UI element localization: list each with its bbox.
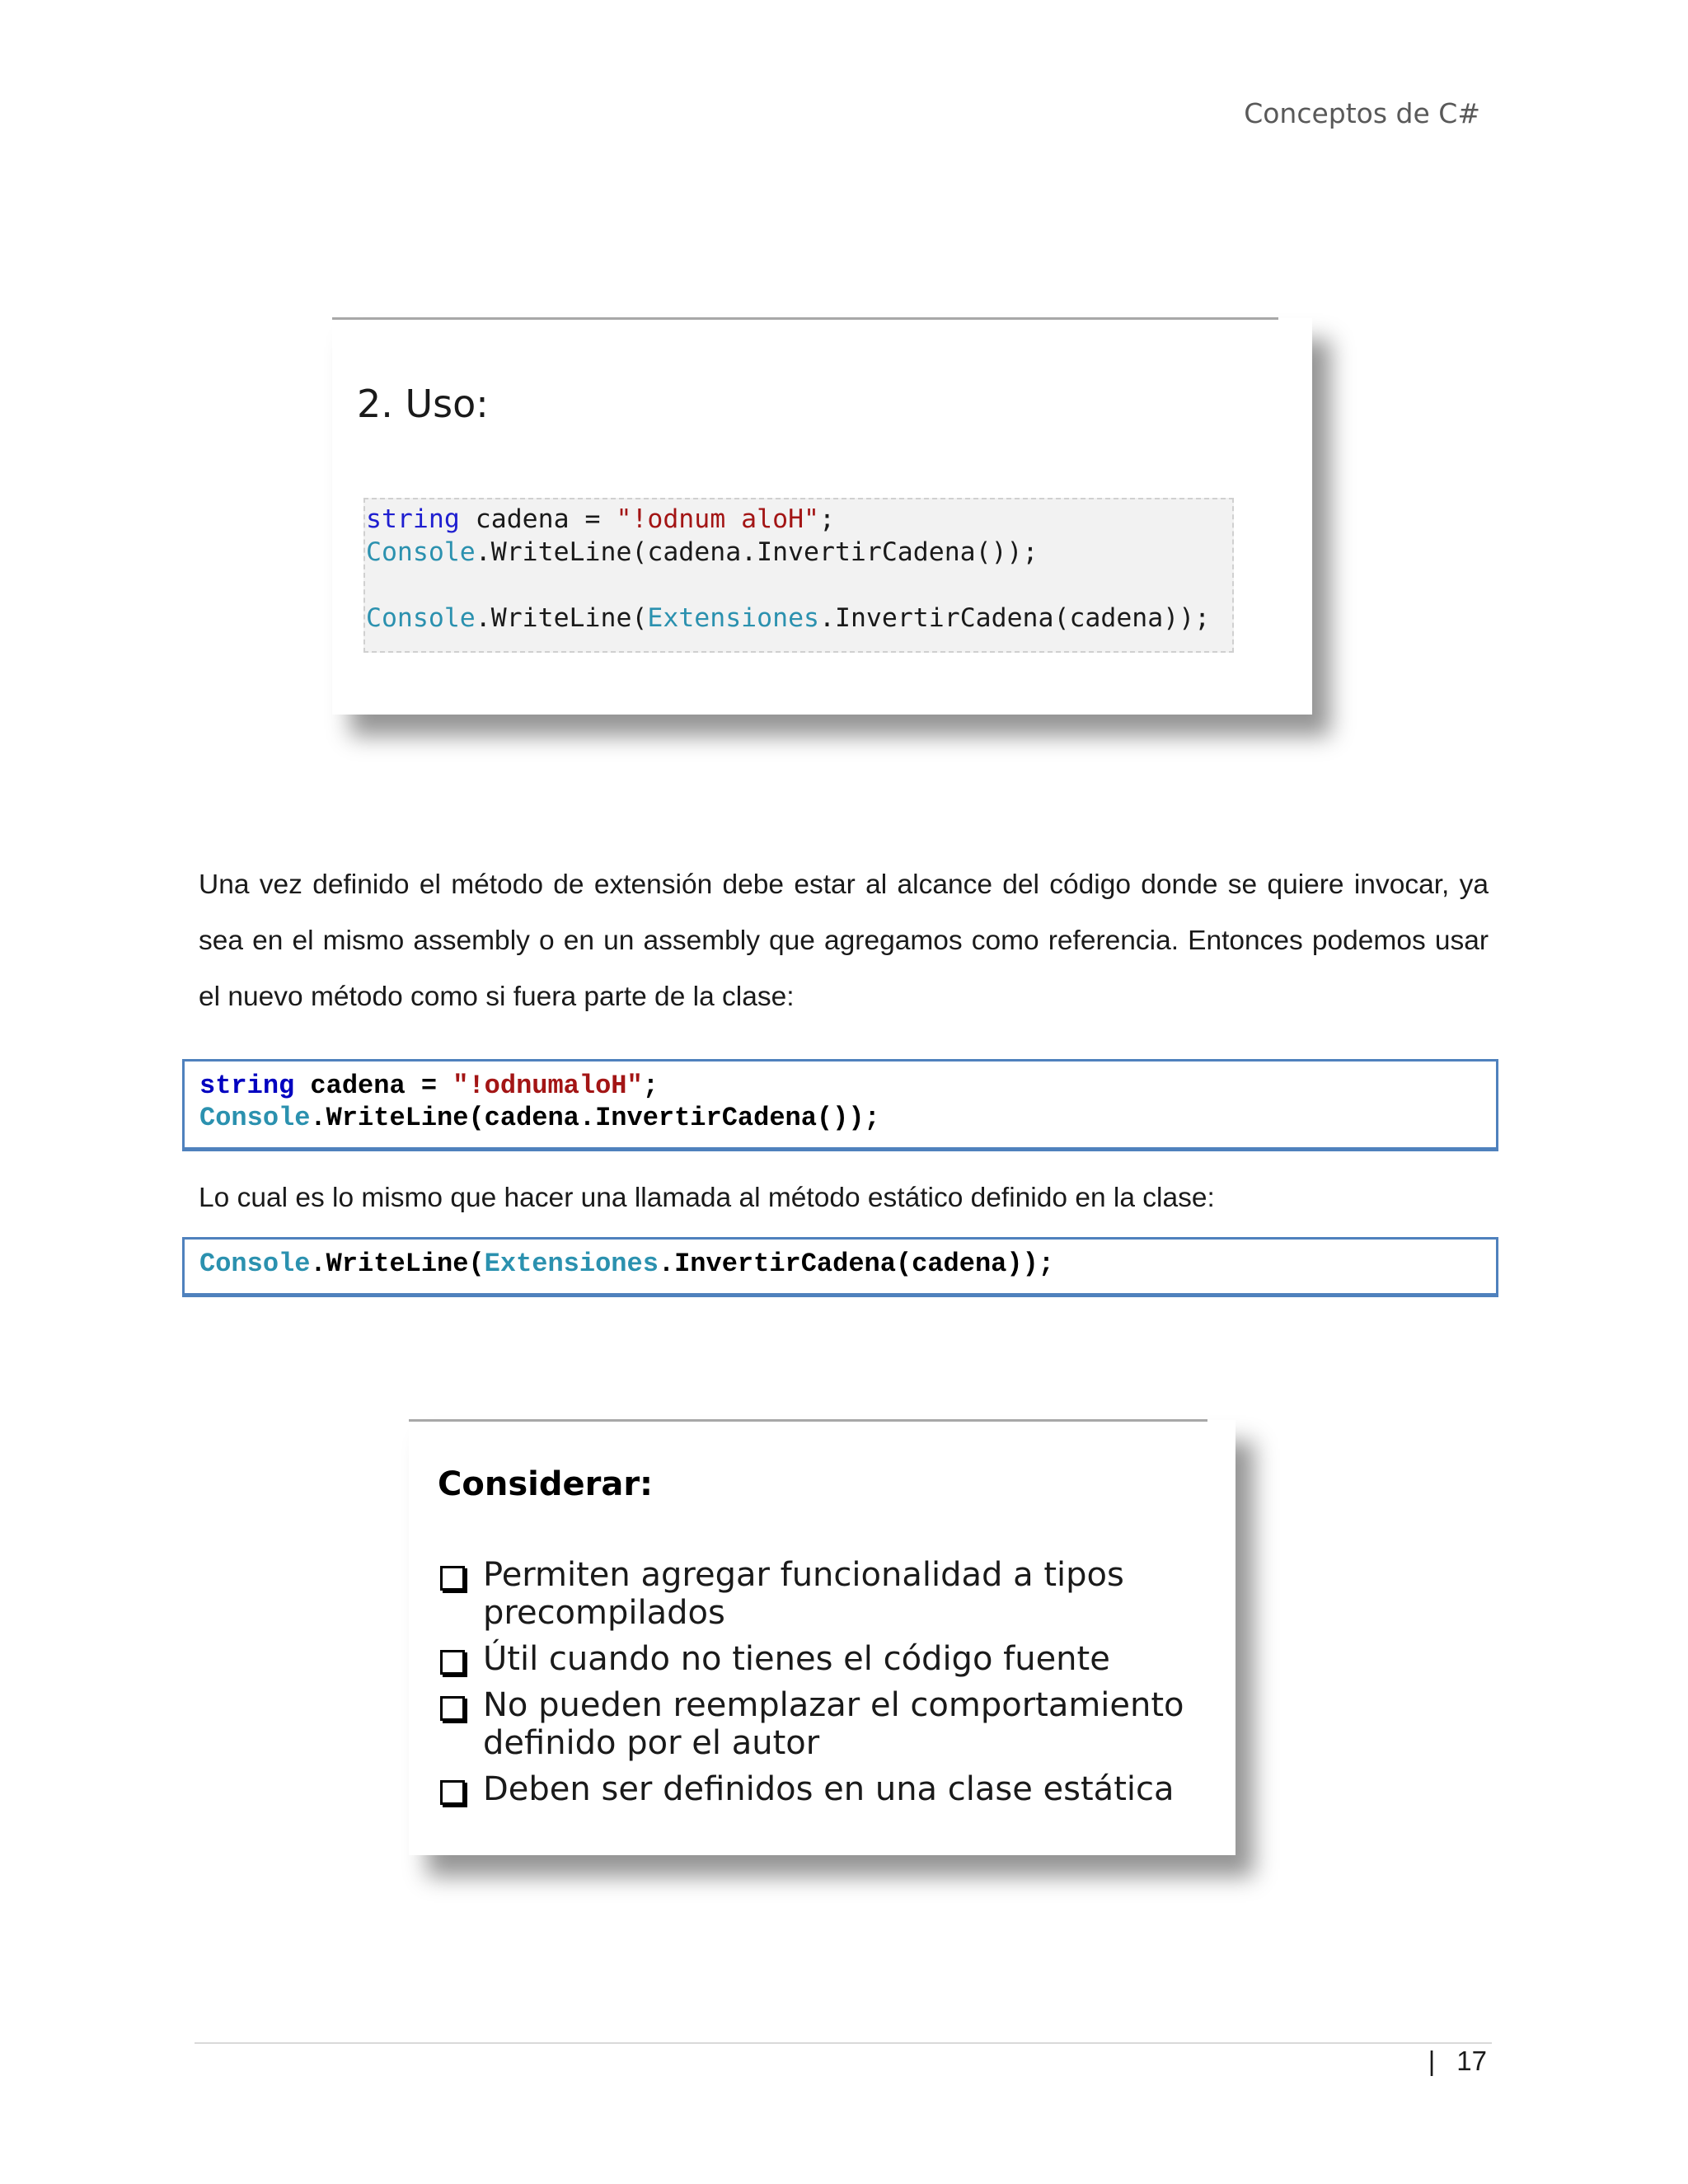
page-number-value: 17 [1456, 2046, 1487, 2076]
list-item-text: No pueden reemplazar el comportamiento definido por el autor [483, 1686, 1184, 1762]
code-text: ; [642, 1071, 659, 1101]
list-item [438, 1770, 1204, 1808]
code-string: "!odnumaloH" [452, 1071, 643, 1101]
slide-considerar-top-rule [409, 1419, 1207, 1422]
slide-uso-title: 2. Uso: [357, 382, 489, 426]
checkbox-bullet-icon [440, 1696, 465, 1721]
code-type: Console [199, 1103, 311, 1133]
considerar-list [438, 1556, 1204, 1816]
code-type: Console [199, 1249, 311, 1279]
code-text: .InvertirCadena(cadena)); [658, 1249, 1054, 1279]
code-text: cadena = [459, 504, 617, 534]
code-text: .WriteLine( [310, 1249, 485, 1279]
code-keyword: string [199, 1071, 295, 1101]
code-type: Extensiones [647, 603, 820, 633]
list-item [438, 1640, 1204, 1678]
code-text: .WriteLine(cadena.InvertirCadena()); [310, 1103, 880, 1133]
footer-separator: | [1428, 2046, 1436, 2076]
code-string: "!odnum aloH" [616, 504, 819, 534]
code-text: .InvertirCadena(cadena)); [819, 603, 1211, 633]
checkbox-bullet-icon [440, 1780, 465, 1805]
code-type: Console [366, 537, 476, 567]
code-text: cadena = [294, 1071, 453, 1101]
footer-divider [195, 2042, 1492, 2044]
code-text: ; [819, 504, 835, 534]
running-header: Conceptos de C# [1244, 97, 1480, 129]
code-block [182, 1059, 1498, 1151]
code-block [182, 1237, 1498, 1297]
list-item-text: Permiten agregar funcionalidad a tipos precompilados [483, 1556, 1124, 1632]
list-item-text: Útil cuando no tienes el código fuente [483, 1640, 1110, 1678]
code-text: .WriteLine( [475, 603, 648, 633]
checkbox-bullet-icon [440, 1650, 465, 1675]
slide-uso-top-rule [332, 317, 1278, 320]
list-item [438, 1686, 1204, 1762]
body-paragraph: Lo cual es lo mismo que hacer una llamada al método estático definido en la clase: [199, 1183, 1215, 1213]
code-text: .WriteLine(cadena.InvertirCadena()); [475, 537, 1039, 567]
page-number [1428, 2046, 1487, 2077]
code-keyword: string [366, 504, 460, 534]
checkbox-bullet-icon [440, 1566, 465, 1591]
body-paragraph: Una vez definido el método de extensión debe estar al alcance del código donde se quiere invocar, ya sea en el mismo assembly o en un assembly que agregamos como referencia. Entonces podemos usar el nuevo método como si fuera parte de la clase: [199, 869, 1489, 1012]
code-type: Extensiones [484, 1249, 659, 1279]
slide-uso-code [363, 498, 1234, 653]
slide-considerar-title: Considerar: [438, 1465, 654, 1503]
code-type: Console [366, 603, 476, 633]
list-item [438, 1556, 1204, 1632]
list-item-text: Deben ser definidos en una clase estática [483, 1770, 1175, 1808]
